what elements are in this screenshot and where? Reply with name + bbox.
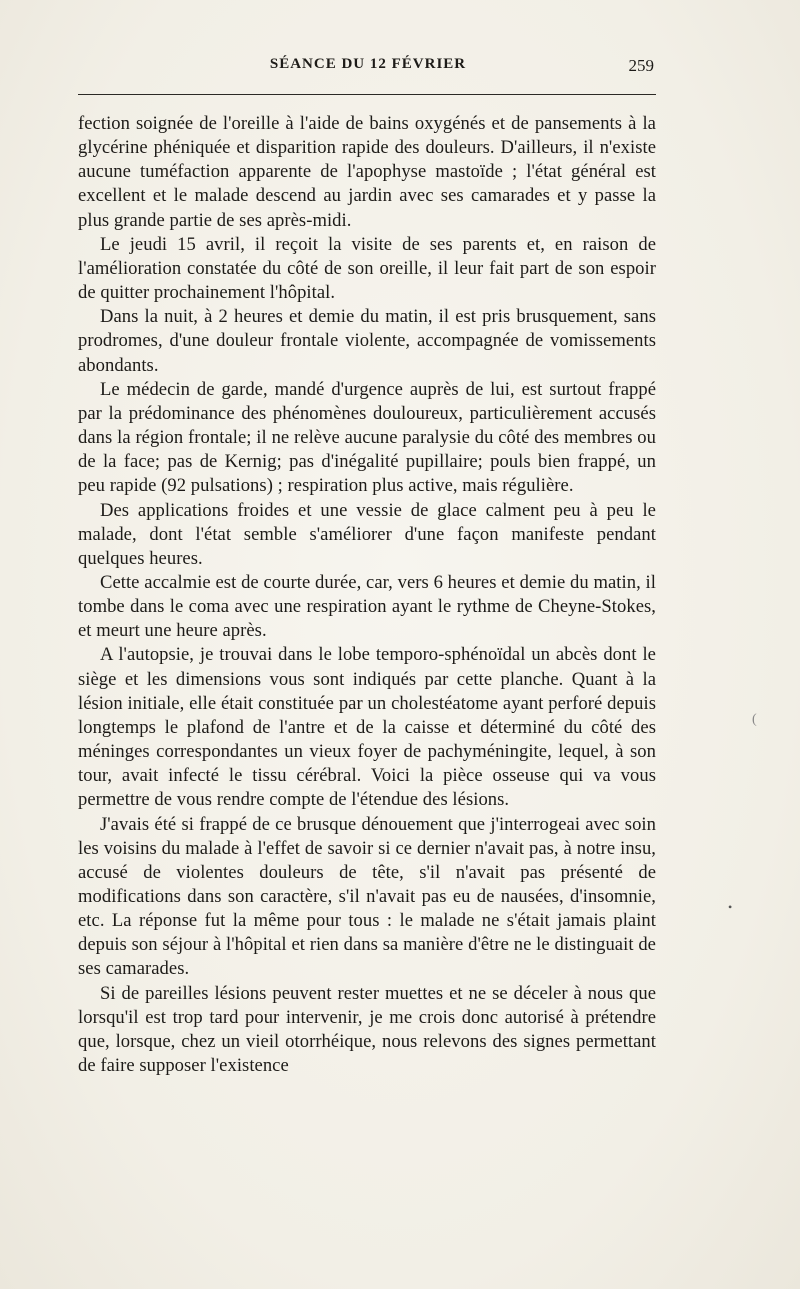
paragraph: Cette accalmie est de courte durée, car, vers 6 heures et demie du matin, il tombe dans le coma avec une respiration ayant le rythme de Cheyne-Stokes, et meurt une heure après. [78, 571, 656, 642]
paragraph: J'avais été si frappé de ce brusque dénouement que j'interrogeai avec soin les voisins du malade à l'effet de savoir si ce dernier n'avait pas, à notre insu, accusé de violentes douleurs de tête, s'il n'avait pas présenté de modifications dans son caractère, s'il n'avait pas eu de nausées, d'insomnie, etc. La réponse fut la même pour tous : le malade ne s'était jamais plaint depuis son séjour à l'hôpital et rien dans sa manière d'être ne le distinguait de ses camarades. [78, 813, 656, 980]
margin-speck: ( [752, 712, 757, 727]
paragraph: fection soignée de l'oreille à l'aide de bains oxygénés et de pansements à la glycérine phéniquée et disparition rapide des douleurs. D'ailleurs, il n'existe aucune tuméfaction apparente de l'apophyse mastoïde ; l'état général est excellent et le malade descend au jardin avec ses camarades et y passe la plus grande partie de ses après-midi. [78, 113, 656, 231]
margin-speck: • [728, 900, 733, 914]
paragraph: Le jeudi 15 avril, il reçoit la visite de ses parents et, en raison de l'amélioration constatée du côté de son oreille, il leur fait part de son espoir de quitter prochainement l'hôpital. [78, 233, 656, 304]
paragraph: Dans la nuit, à 2 heures et demie du matin, il est pris brusquement, sans prodromes, d'une douleur frontale violente, accompagnée de vomissements abondants. [78, 306, 656, 376]
page-number: 259 [628, 56, 654, 75]
paragraph: Si de pareilles lésions peuvent rester muettes et ne se déceler à nous que lorsqu'il est trop tard pour intervenir, je me crois donc autorisé à prétendre que, lorsque, chez un vieil otorrhéique, nous relevons des signes permettant de faire supposer l'existence [78, 982, 656, 1077]
paragraph: A l'autopsie, je trouvai dans le lobe temporo-sphénoïdal un abcès dont le siège et les dimensions vous sont indiqués par cette planche. Quant à la lésion initiale, elle était constituée par un cholestéatome ayant perforé depuis longtemps le plafond de l'antre et de la caisse et déterminé du côté des méninges correspondantes un vieux foyer de pachyméningite, lequel, à son tour, avait infecté le tissu cérébral. Voici la pièce osseuse qui va vous permettre de vous rendre compte de l'étendue des lésions. [78, 644, 656, 811]
running-title: SÉANCE DU 12 FÉVRIER [269, 56, 467, 72]
paragraph: Le médecin de garde, mandé d'urgence auprès de lui, est surtout frappé par la prédominance des phénomènes douloureux, particulièrement accusés dans la région frontale; il ne relève aucune paralysie du côté des membres ou de la face; pas de Kernig; pas d'inégalité pupillaire; pouls bien frappé, un peu rapide (92 pulsations) ; respiration plus active, mais régulière. [78, 378, 656, 497]
running-head [78, 56, 658, 80]
header-rule [78, 94, 656, 95]
paragraph: Des applications froides et une vessie de glace calment peu à peu le malade, dont l'état semble s'améliorer d'une façon manifeste pendant quelques heures. [78, 499, 656, 569]
body-text [78, 112, 656, 1078]
